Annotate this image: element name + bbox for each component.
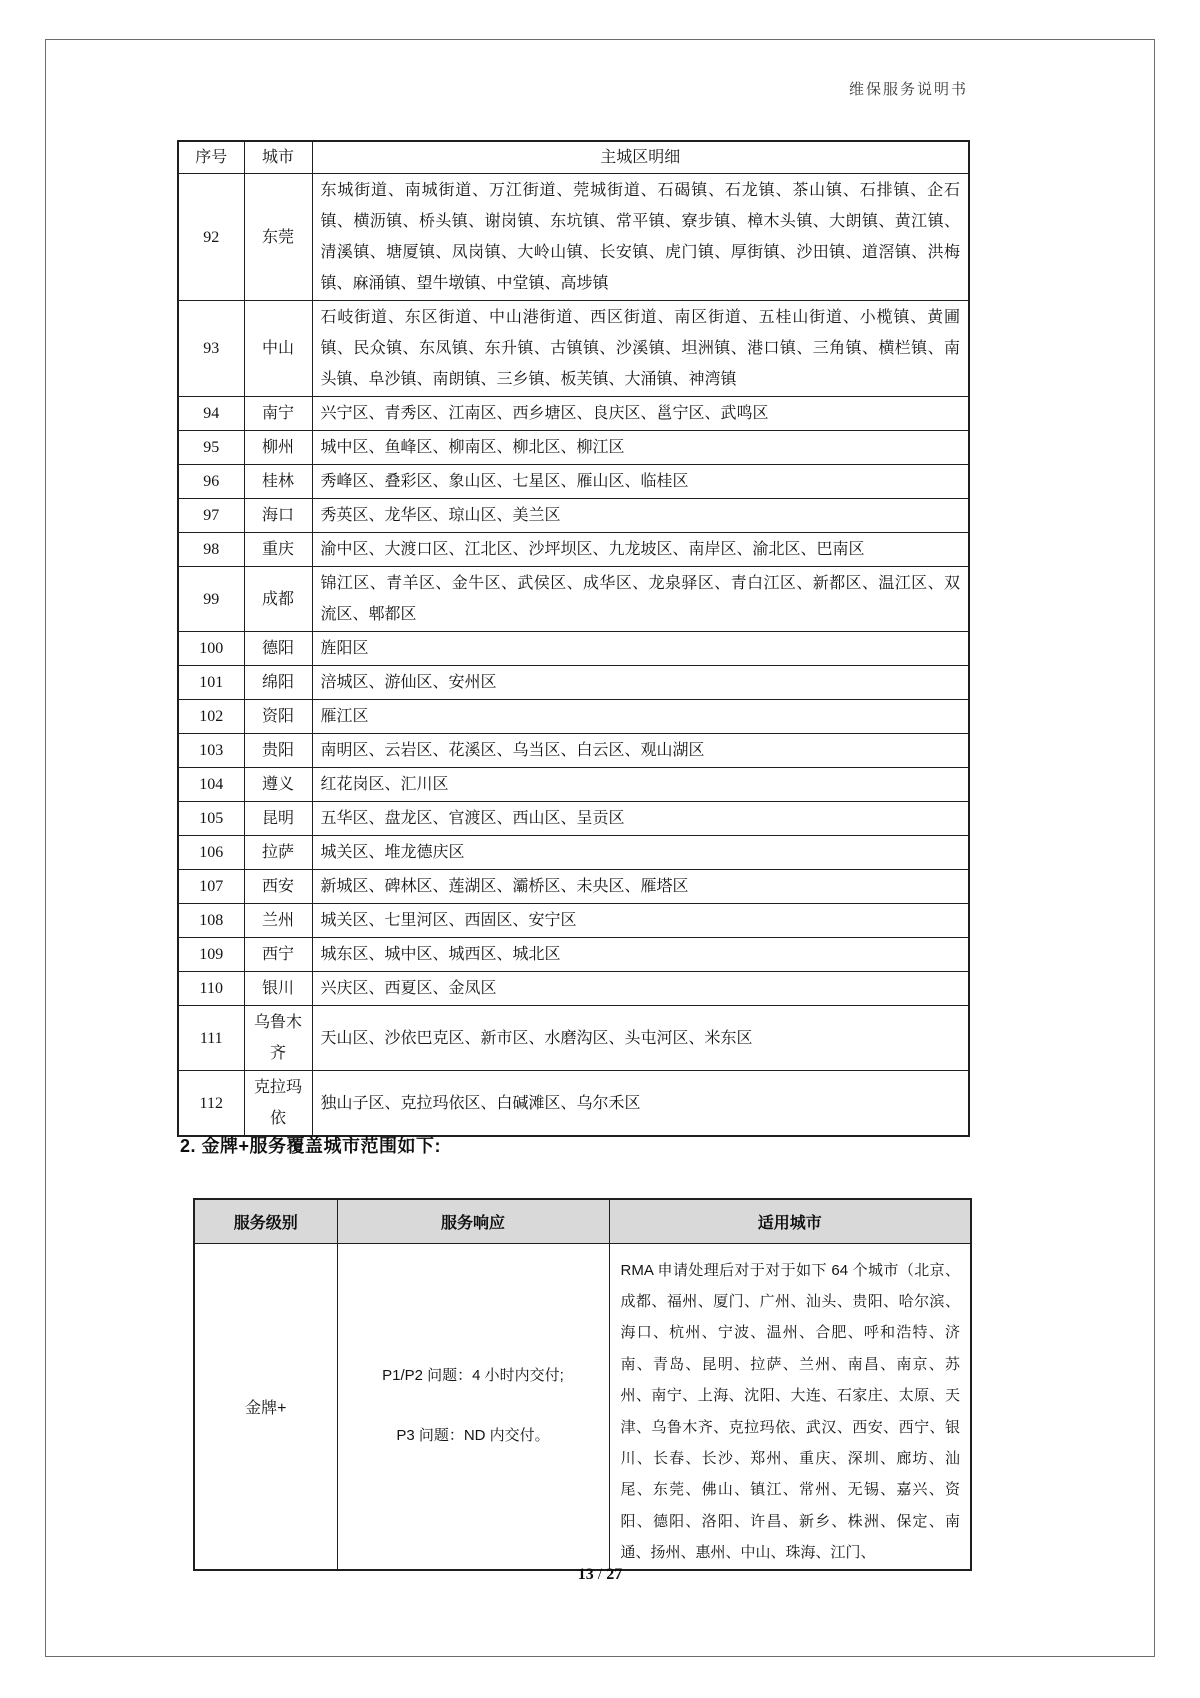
row-number-cell: 101 [178,666,244,700]
city-name-cell: 南宁 [244,397,312,431]
city-name-cell: 海口 [244,499,312,533]
table-row [178,1071,969,1137]
city-name-cell: 资阳 [244,700,312,734]
districts-cell: 南明区、云岩区、花溪区、乌当区、白云区、观山湖区 [312,734,969,768]
row-number-cell: 108 [178,904,244,938]
districts-cell: 秀英区、龙华区、琼山区、美兰区 [312,499,969,533]
table-row [178,870,969,904]
city-name-cell: 柳州 [244,431,312,465]
table-header-row [194,1199,971,1243]
row-number-cell: 105 [178,802,244,836]
service-level-table [193,1198,972,1571]
table-row [178,1006,969,1071]
districts-cell: 涪城区、游仙区、安州区 [312,666,969,700]
column-header-service-response: 服务响应 [337,1199,609,1243]
row-number-cell: 106 [178,836,244,870]
service-response-cell [337,1243,609,1570]
row-number-cell: 98 [178,533,244,567]
applicable-cities-cell: RMA 申请处理后对于对于如下 64 个城市（北京、成都、福州、厦门、广州、汕头、贵阳、哈尔滨、海口、杭州、宁波、温州、合肥、呼和浩特、济南、青岛、昆明、拉萨、兰州、南昌、南京、苏州、南宁、上海、沈阳、大连、石家庄、太原、天津、乌鲁木齐、克拉玛依、武汉、西安、西宁、银川、长春、长沙、郑州、重庆、深圳、廊坊、汕尾、东莞、佛山、镇江、常州、无锡、嘉兴、资阳、德阳、洛阳、许昌、新乡、株洲、保定、南通、扬州、惠州、中山、珠海、江门、 [609,1243,971,1570]
districts-cell: 渝中区、大渡口区、江北区、沙坪坝区、九龙坡区、南岸区、渝北区、巴南区 [312,533,969,567]
city-name-cell: 昆明 [244,802,312,836]
districts-cell: 红花岗区、汇川区 [312,768,969,802]
city-name-cell: 乌鲁木齐 [244,1006,312,1071]
column-header-service-level: 服务级别 [194,1199,337,1243]
total-page-number: 27 [606,1566,623,1583]
districts-cell: 新城区、碑林区、莲湖区、灞桥区、未央区、雁塔区 [312,870,969,904]
row-number-cell: 111 [178,1006,244,1071]
districts-cell: 城关区、七里河区、西固区、安宁区 [312,904,969,938]
service-level-cell: 金牌+ [194,1243,337,1570]
row-number-cell: 96 [178,465,244,499]
row-number-cell: 109 [178,938,244,972]
districts-cell: 东城街道、南城街道、万江街道、莞城街道、石碣镇、石龙镇、茶山镇、石排镇、企石镇、横沥镇、桥头镇、谢岗镇、东坑镇、常平镇、寮步镇、樟木头镇、大朗镇、黄江镇、清溪镇、塘厦镇、凤岗镇、大岭山镇、长安镇、虎门镇、厚街镇、沙田镇、道滘镇、洪梅镇、麻涌镇、望牛墩镇、中堂镇、高埗镇 [312,174,969,301]
column-header-districts: 主城区明细 [312,141,969,174]
document-header-title: 维保服务说明书 [848,82,968,98]
column-header-applicable-cities: 适用城市 [609,1199,971,1243]
table-row [178,836,969,870]
districts-cell: 石岐街道、东区街道、中山港街道、西区街道、南区街道、五桂山街道、小榄镇、黄圃镇、民众镇、东凤镇、东升镇、古镇镇、沙溪镇、坦洲镇、港口镇、三角镇、横栏镇、南头镇、阜沙镇、南朗镇、三乡镇、板芙镇、大涌镇、神湾镇 [312,301,969,397]
table-row [178,700,969,734]
table-row [178,972,969,1006]
city-name-cell: 绵阳 [244,666,312,700]
table-row [178,397,969,431]
row-number-cell: 112 [178,1071,244,1137]
districts-cell: 兴庆区、西夏区、金凤区 [312,972,969,1006]
table-row [194,1243,971,1570]
table-row [178,666,969,700]
city-name-cell: 德阳 [244,632,312,666]
page-number [0,1566,1200,1584]
city-name-cell: 遵义 [244,768,312,802]
table-row [178,734,969,768]
column-header-city: 城市 [244,141,312,174]
row-number-cell: 102 [178,700,244,734]
districts-cell: 秀峰区、叠彩区、象山区、七星区、雁山区、临桂区 [312,465,969,499]
city-name-cell: 成都 [244,567,312,632]
table-row [178,465,969,499]
row-number-cell: 99 [178,567,244,632]
table-header-row [178,141,969,174]
column-header-no: 序号 [178,141,244,174]
districts-cell: 锦江区、青羊区、金牛区、武侯区、成华区、龙泉驿区、青白江区、新都区、温江区、双流区、郫都区 [312,567,969,632]
districts-cell: 独山子区、克拉玛依区、白碱滩区、乌尔禾区 [312,1071,969,1137]
row-number-cell: 110 [178,972,244,1006]
districts-cell: 雁江区 [312,700,969,734]
row-number-cell: 100 [178,632,244,666]
city-name-cell: 贵阳 [244,734,312,768]
row-number-cell: 97 [178,499,244,533]
districts-cell: 旌阳区 [312,632,969,666]
city-name-cell: 重庆 [244,533,312,567]
city-name-cell: 银川 [244,972,312,1006]
table-row [178,938,969,972]
table-row [178,904,969,938]
row-number-cell: 95 [178,431,244,465]
table-row [178,632,969,666]
row-number-cell: 103 [178,734,244,768]
districts-cell: 城关区、堆龙德庆区 [312,836,969,870]
city-name-cell: 拉萨 [244,836,312,870]
districts-cell: 城中区、鱼峰区、柳南区、柳北区、柳江区 [312,431,969,465]
city-name-cell: 西宁 [244,938,312,972]
response-line-p3: P3 问题：ND 内交付。 [396,1427,550,1445]
city-name-cell: 桂林 [244,465,312,499]
row-number-cell: 107 [178,870,244,904]
districts-cell: 城东区、城中区、城西区、城北区 [312,938,969,972]
table-row [178,174,969,301]
table-row [178,567,969,632]
row-number-cell: 93 [178,301,244,397]
city-name-cell: 克拉玛依 [244,1071,312,1137]
table-row [178,768,969,802]
table-row [178,499,969,533]
table-row [178,301,969,397]
city-name-cell: 中山 [244,301,312,397]
city-name-cell: 东莞 [244,174,312,301]
table-row [178,431,969,465]
page-number-separator: / [597,1566,603,1583]
row-number-cell: 94 [178,397,244,431]
districts-cell: 天山区、沙依巴克区、新市区、水磨沟区、头屯河区、米东区 [312,1006,969,1071]
response-line-p1p2: P1/P2 问题：4 小时内交付; [382,1367,564,1385]
row-number-cell: 104 [178,768,244,802]
districts-cell: 兴宁区、青秀区、江南区、西乡塘区、良庆区、邕宁区、武鸣区 [312,397,969,431]
districts-cell: 五华区、盘龙区、官渡区、西山区、呈贡区 [312,802,969,836]
city-name-cell: 西安 [244,870,312,904]
current-page-number: 13 [577,1566,594,1583]
section-heading: 2. 金牌+服务覆盖城市范围如下: [180,1136,442,1156]
city-districts-table [177,140,970,1137]
table-row [178,533,969,567]
table-row [178,802,969,836]
city-name-cell: 兰州 [244,904,312,938]
row-number-cell: 92 [178,174,244,301]
